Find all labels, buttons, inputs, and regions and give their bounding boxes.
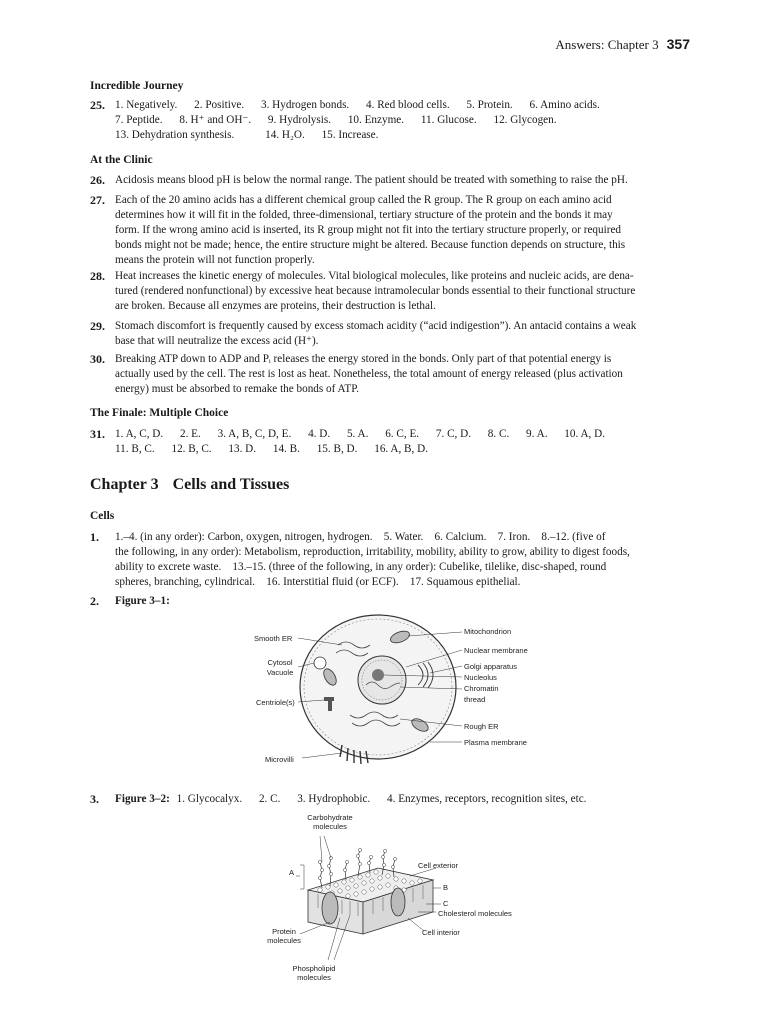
label-carbohydrate-molecules: Carbohydrate <box>307 813 353 822</box>
label-carbohydrate-molecules-2: molecules <box>313 822 347 831</box>
answer-item: 1. Glycocalyx. <box>176 793 243 805</box>
page-number: 357 <box>666 36 690 52</box>
answer-item: 6. C, E. <box>385 428 420 440</box>
question-30 <box>90 352 692 397</box>
answer-line <box>115 442 692 457</box>
answer-item: 6. Amino acids. <box>529 99 600 111</box>
answer-item: 3. Hydrogen bonds. <box>260 99 350 111</box>
answer-line: the following, in any order): Metabolism, reproduction, irritability, mobility, ability to grow, ability to digest foods, <box>115 546 630 558</box>
section-heading-the-finale: The Finale: Multiple Choice <box>90 407 229 419</box>
label-cell-exterior: Cell exterior <box>418 861 459 870</box>
question-number: 25. <box>90 98 105 112</box>
running-header <box>555 36 690 53</box>
answer-line: means the protein will not function properly. <box>115 254 315 266</box>
label-protein-molecules: Protein <box>272 927 296 936</box>
question-31 <box>90 427 692 457</box>
question-number: 3. <box>90 792 99 806</box>
answer-item: 8. C. <box>487 428 510 440</box>
label-cholesterol-molecules: Cholesterol molecules <box>438 909 512 918</box>
label-cell-interior: Cell interior <box>422 928 460 937</box>
question-number: 30. <box>90 352 105 366</box>
answer-line: energy) must be absorbed to remake the bonds of ATP. <box>115 383 360 395</box>
answer-line: determines how it will fit in the folded, three-dimensional, tertiary structure of the protein and the bonds it may <box>115 209 613 221</box>
label-rough-er: Rough ER <box>464 722 499 731</box>
section-heading-at-the-clinic: At the Clinic <box>90 154 153 166</box>
answer-line <box>115 128 692 143</box>
label-chromatin: Chromatin <box>464 684 499 693</box>
label-b: B <box>443 883 449 892</box>
answer-item: 13. D. <box>228 443 257 455</box>
answer-item: 4. Enzymes, receptors, recognition sites, etc. <box>387 793 587 805</box>
answer-item: 16. A, B, D. <box>374 443 428 455</box>
question-1 <box>90 530 692 590</box>
answer-line: Acidosis means blood pH is below the normal range. The patient should be treated with something to raise the pH. <box>115 174 628 186</box>
answer-line: Stomach discomfort is frequently caused by excess stomach acidity (“acid indigestion”). An antacid contains a weak <box>115 320 637 332</box>
label-mitochondrion: Mitochondrion <box>464 627 512 636</box>
answer-line: ability to excrete waste. 13.–15. (three of the following, in any order): Cubelike, tilelike, disc-shaped, round <box>115 561 607 573</box>
answer-line: bonds might not be made; hence, the entire structure might be altered. Because function depends on structure, this <box>115 239 626 251</box>
label-nuclear-membrane: Nuclear membrane <box>464 646 528 655</box>
label-plasma-membrane: Plasma membrane <box>464 738 527 747</box>
answer-item: 7. Peptide. <box>115 114 163 126</box>
answer-item: 12. Glycogen. <box>493 114 557 126</box>
answer-item: 2. C. <box>258 793 281 805</box>
answer-item: 10. A, D. <box>564 428 606 440</box>
label-a: A <box>289 868 295 877</box>
answer-item: 15. B, D. <box>316 443 358 455</box>
label-protein-molecules-2: molecules <box>267 936 301 945</box>
answer-line: spheres, branching, cylindrical. 16. Interstitial fluid (or ECF). 17. Squamous epithelial. <box>115 576 521 588</box>
answer-item: 9. Hydrolysis. <box>267 114 332 126</box>
label-smooth-er: Smooth ER <box>254 634 293 643</box>
label-phospholipid-molecules: Phospholipid <box>292 964 336 973</box>
question-number: 26. <box>90 173 105 187</box>
answer-item: 14. B. <box>272 443 300 455</box>
answer-line: tured (rendered nonfunctional) by excessive heat because intramolecular bonds essential to their functional structure <box>115 285 636 297</box>
answer-item: 4. D. <box>308 428 331 440</box>
question-25 <box>90 98 692 143</box>
section-heading-cells: Cells <box>90 510 115 522</box>
answer-line <box>115 113 692 128</box>
answer-line: 1.–4. (in any order): Carbon, oxygen, nitrogen, hydrogen. 5. Water. 6. Calcium. 7. Iron. 8.–12. (five of <box>115 531 606 543</box>
section-heading-incredible-journey: Incredible Journey <box>90 80 184 92</box>
answer-item: 2. Positive. <box>194 99 245 111</box>
answer-item: 5. A. <box>346 428 369 440</box>
answer-item: 5. Protein. <box>466 99 513 111</box>
answer-item: 3. A, B, C, D, E. <box>217 428 292 440</box>
label-thread: thread <box>464 695 486 704</box>
figure-3-2-membrane-diagram <box>258 810 528 990</box>
answer-line: actually used by the cell. The rest is lost as heat. Nonetheless, the total amount of energy released (plus activation <box>115 368 623 380</box>
label-golgi-apparatus: Golgi apparatus <box>464 662 517 671</box>
figure-label: Figure 3–2: <box>115 793 170 805</box>
answer-line: Each of the 20 amino acids has a different chemical group called the R group. The R group on each amino acid <box>115 194 612 206</box>
running-title: Answers: Chapter 3 <box>555 37 659 52</box>
answer-item: 10. Enzyme. <box>347 114 405 126</box>
chapter-name: Cells and Tissues <box>172 476 290 493</box>
chapter-label: Chapter 3 <box>90 476 159 493</box>
answer-item: 4. Red blood cells. <box>366 99 450 111</box>
answer-item: 2. E. <box>179 428 201 440</box>
answer-item: 9. A. <box>526 428 548 440</box>
answer-line: are broken. Because all enzymes are proteins, their destruction is lethal. <box>115 300 436 312</box>
answer-item: 15. Increase. <box>321 129 379 141</box>
question-27 <box>90 193 692 268</box>
label-vacuole: Vacuole <box>266 668 294 677</box>
membrane-diagram-svg <box>258 810 528 990</box>
label-cytosol: Cytosol <box>267 658 293 667</box>
question-number: 1. <box>90 530 99 544</box>
answer-item: 11. Glucose. <box>420 114 477 126</box>
answer-item: 14. H₂O. <box>265 129 305 141</box>
question-number: 2. <box>90 594 99 608</box>
answer-item: 1. Negatively. <box>115 99 178 111</box>
label-nucleolus: Nucleolus <box>464 673 497 682</box>
figure-label: Figure 3–1: <box>115 595 170 607</box>
answer-item: 12. B, C. <box>171 443 212 455</box>
question-28 <box>90 269 692 314</box>
question-number: 27. <box>90 193 105 207</box>
answer-item: 1. A, C, D. <box>115 428 164 440</box>
answer-line: form. If the wrong amino acid is inserted, its R group might not fit into the tertiary structure properly, or required <box>115 224 622 236</box>
label-c: C <box>443 899 449 908</box>
label-phospholipid-molecules-2: molecules <box>297 973 331 982</box>
answer-item: 7. C, D. <box>435 428 471 440</box>
chapter-title <box>90 476 303 494</box>
label-microvilli: Microvilli <box>265 755 294 764</box>
question-number: 29. <box>90 319 105 333</box>
answer-item: 3. Hydrophobic. <box>297 793 371 805</box>
figure-3-1-cell-diagram <box>250 605 550 775</box>
question-26 <box>90 173 692 188</box>
answer-line <box>115 98 692 113</box>
answer-line: base that will neutralize the excess acid (H⁺). <box>115 335 319 347</box>
answer-line: Heat increases the kinetic energy of molecules. Vital biological molecules, like proteins and nucleic acids, are dena- <box>115 270 634 282</box>
question-29 <box>90 319 692 349</box>
question-number: 28. <box>90 269 105 283</box>
answer-line: Breaking ATP down to ADP and Pᵢ releases the energy stored in the bonds. Only part of that potential energy is <box>115 353 612 365</box>
question-3 <box>90 792 692 807</box>
answer-item: 11. B, C. <box>115 443 155 455</box>
label-centrioles: Centriole(s) <box>256 698 295 707</box>
answer-line <box>115 427 692 442</box>
question-number: 31. <box>90 427 105 441</box>
answer-item: 13. Dehydration synthesis. <box>115 129 235 141</box>
answer-item: 8. H⁺ and OH⁻. <box>179 114 252 126</box>
